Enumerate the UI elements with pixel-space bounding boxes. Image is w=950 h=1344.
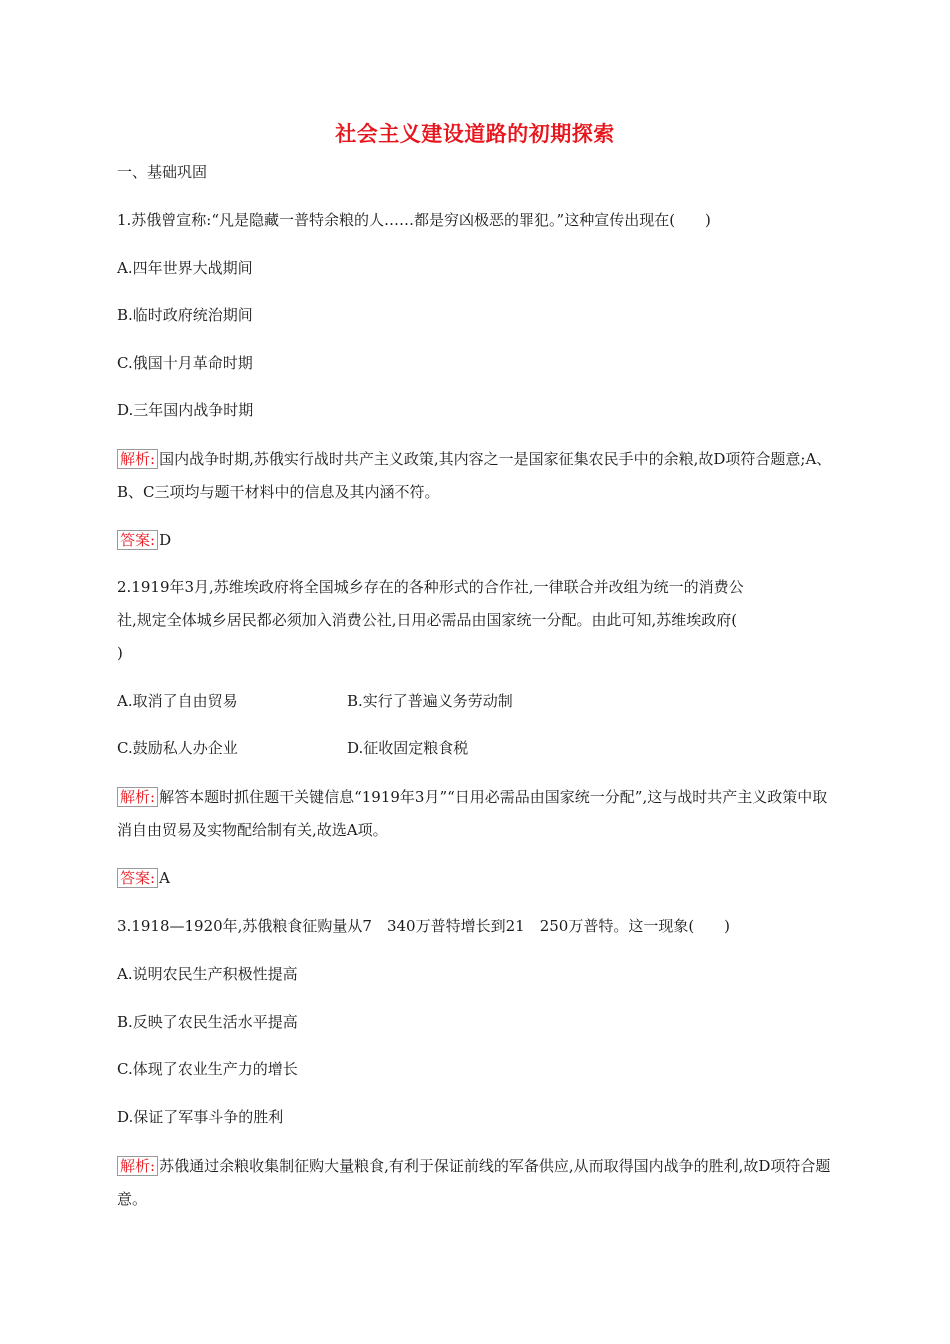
question-2-options-row-2 [117, 738, 469, 758]
question-2-options-row-1 [117, 691, 513, 711]
analysis-text: 解答本题时抓住题干关键信息“1919年3月”“日用必需品由国家统一分配”,这与战时共产主义政策中取消自由贸易及实物配给制有关,故选A项。 [117, 788, 828, 839]
question-1-analysis [117, 443, 837, 509]
question-1-answer [117, 530, 171, 550]
analysis-label: 解析: [117, 449, 158, 469]
analysis-text: 国内战争时期,苏俄实行战时共产主义政策,其内容之一是国家征集农民手中的余粮,故D项符合题意;A、B、C三项均与题干材料中的信息及其内涵不符。 [117, 450, 832, 501]
section-heading: 一、基础巩固 [117, 163, 208, 181]
question-3-option-c: C.体现了农业生产力的增长 [117, 1060, 298, 1078]
question-1-option-a: A.四年世界大战期间 [117, 259, 253, 277]
analysis-label: 解析: [117, 787, 158, 807]
question-1-option-d: D.三年国内战争时期 [117, 401, 254, 419]
question-2-option-a: A.取消了自由贸易 [117, 692, 238, 710]
question-3-analysis [117, 1150, 837, 1216]
question-3-stem: 3.1918—1920年,苏俄粮食征购量从7 340万普特增长到21 250万普特。这一现象( ) [117, 917, 731, 935]
answer-value: A [159, 869, 170, 887]
question-2-option-b: B.实行了普遍义务劳动制 [347, 692, 513, 710]
question-2-stem-line-1: 2.1919年3月,苏维埃政府将全国城乡存在的各种形式的合作社,一律联合并改组为统一的消费公 [117, 578, 744, 596]
question-1-option-c: C.俄国十月革命时期 [117, 354, 253, 372]
question-2-stem-line-3: ) [117, 644, 123, 662]
question-1-stem: 1.苏俄曾宣称:“凡是隐藏一普特余粮的人……都是穷凶极恶的罪犯。”这种宣传出现在( ) [117, 211, 711, 229]
question-2-answer [117, 868, 170, 888]
question-2-option-c: C.鼓励私人办企业 [117, 739, 238, 757]
question-3-option-b: B.反映了农民生活水平提高 [117, 1013, 298, 1031]
question-2-stem-line-2: 社,规定全体城乡居民都必须加入消费公社,日用必需品由国家统一分配。由此可知,苏维埃政府( [117, 611, 738, 629]
question-2-analysis [117, 781, 837, 847]
answer-label: 答案: [117, 868, 158, 888]
answer-value: D [159, 531, 172, 549]
analysis-text: 苏俄通过余粮收集制征购大量粮食,有利于保证前线的军备供应,从而取得国内战争的胜利,故D项符合题意。 [117, 1157, 831, 1208]
question-1-option-b: B.临时政府统治期间 [117, 306, 253, 324]
question-3-option-a: A.说明农民生产积极性提高 [117, 965, 298, 983]
question-2-option-d: D.征收固定粮食税 [347, 739, 469, 757]
question-3-option-d: D.保证了军事斗争的胜利 [117, 1108, 284, 1126]
analysis-label: 解析: [117, 1156, 158, 1176]
page-title: 社会主义建设道路的初期探索 [335, 122, 615, 146]
answer-label: 答案: [117, 530, 158, 550]
